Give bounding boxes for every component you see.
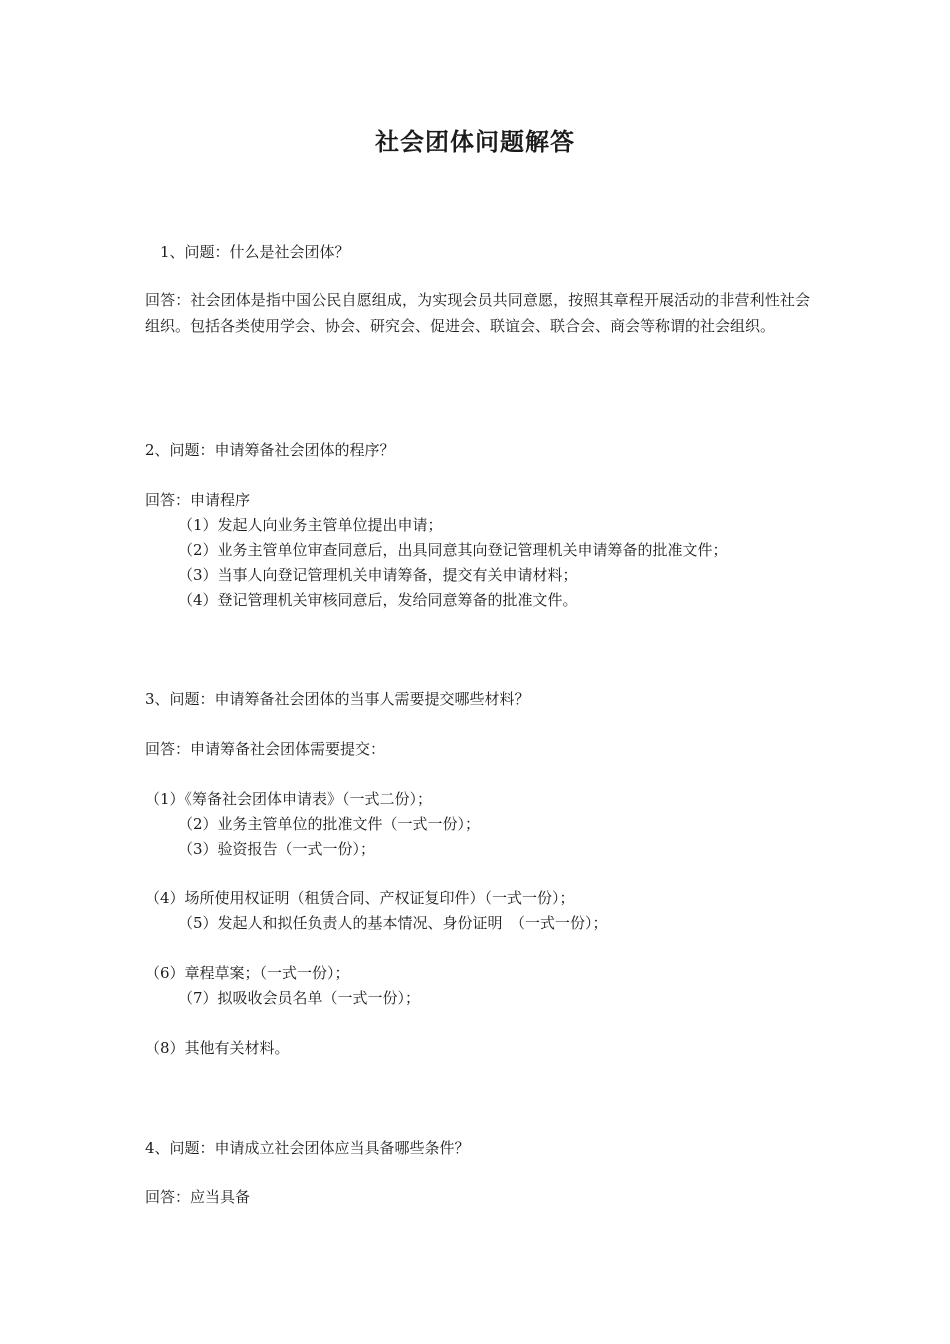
answer-2-step: （1）发起人向业务主管单位提出申请； bbox=[178, 516, 443, 534]
answer-3-item: （8）其他有关材料。 bbox=[145, 1039, 290, 1057]
question-4: 4、问题：申请成立社会团体应当具备哪些条件？ bbox=[145, 1139, 470, 1157]
answer-2-step: （3）当事人向登记管理机关申请筹备，提交有关申请材料； bbox=[178, 566, 578, 584]
page-title: 社会团体问题解答 bbox=[375, 128, 575, 156]
question-2: 2、问题：申请筹备社会团体的程序？ bbox=[145, 441, 395, 459]
answer-2-step: （4）登记管理机关审核同意后，发给同意筹备的批准文件。 bbox=[178, 591, 578, 609]
answer-2-step: （2）业务主管单位审查同意后，出具同意其向登记管理机关申请筹备的批准文件； bbox=[178, 541, 728, 559]
question-1: 1、问题：什么是社会团体？ bbox=[160, 243, 350, 261]
answer-3-item: （7）拟吸收会员名单（一式一份）； bbox=[178, 989, 421, 1007]
answer-1: 回答：社会团体是指中国公民自愿组成，为实现会员共同意愿，按照其章程开展活动的非营利性社会组织。包括各类使用学会、协会、研究会、促进会、联谊会、联合会、商会等称谓的社会组织。 bbox=[145, 291, 810, 335]
answer-4-intro: 回答：应当具备 bbox=[145, 1188, 251, 1206]
answer-3-item: （1）《筹备社会团体申请表》（一式二份）； bbox=[145, 790, 433, 808]
answer-3-item: （4）场所使用权证明（租赁合同、产权证复印件）（一式一份）； bbox=[145, 889, 575, 907]
answer-3-item: （2）业务主管单位的批准文件（一式一份）； bbox=[178, 815, 481, 833]
answer-3-item: （3）验资报告（一式一份）； bbox=[178, 840, 376, 858]
answer-3-item: （6）章程草案；（一式一份）； bbox=[145, 964, 350, 982]
question-3: 3、问题：申请筹备社会团体的当事人需要提交哪些材料？ bbox=[145, 690, 530, 708]
answer-2-intro: 回答：申请程序 bbox=[145, 491, 251, 509]
answer-3-intro: 回答：申请筹备社会团体需要提交： bbox=[145, 740, 386, 758]
answer-3-item: （5）发起人和拟任负责人的基本情况、身份证明 （一式一份）； bbox=[178, 914, 608, 932]
